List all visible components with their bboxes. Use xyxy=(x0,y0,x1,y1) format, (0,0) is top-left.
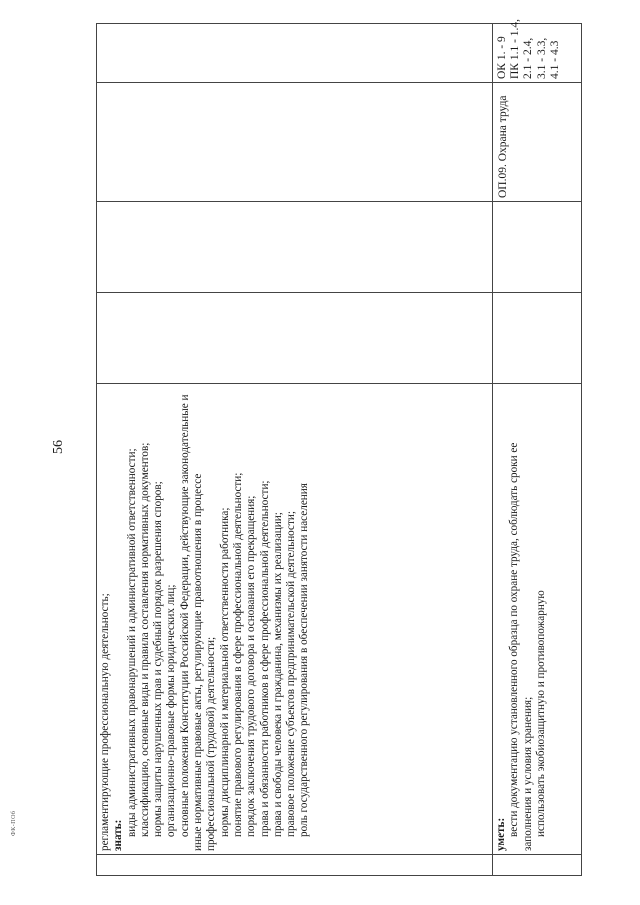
page-number: 56 xyxy=(51,440,66,454)
table-cell-competencies xyxy=(493,18,582,83)
table-cell-knowledge xyxy=(97,384,493,855)
table-row-knowledge xyxy=(97,24,493,876)
competency-code: 3.1 - 3.3, xyxy=(535,37,548,79)
list-item: регламентирующие профессиональную деятельность; xyxy=(99,593,111,851)
list-item: вести документацию установленного образца по охране труда, соблюдать сроки ее заполнения и условия хранения; xyxy=(508,442,534,851)
section-label: уметь: xyxy=(495,817,507,851)
list-item: виды административных правонарушений и административной ответственности; xyxy=(125,448,138,837)
table-cell-empty xyxy=(97,83,493,202)
competency-code: ОК 1. - 9 xyxy=(496,36,508,79)
competency-code: 2.1 - 2.4, xyxy=(522,37,535,79)
section-label: знать: xyxy=(112,819,125,851)
competency-codes xyxy=(493,18,565,82)
discipline-title: ОП.09. Охрана труда xyxy=(497,95,509,198)
list-item: понятие правового регулирования в сфере профессиональной деятельности; xyxy=(231,472,244,837)
list-item: порядок заключения трудового договора и основания его прекращения; xyxy=(245,495,258,837)
list-item: роль государственного регулирования в обеспечении занятости населения xyxy=(298,483,311,837)
list-item: основные положения Конституции Российской Федерации, действующие законодательные и иные нормативные правовые акты, регулирующие правоотношения в процессе профессиональной (трудовой) деятельности; xyxy=(178,394,218,851)
list-item: организационно-правовые формы юридических лиц; xyxy=(165,584,178,837)
table-cell-discipline xyxy=(493,83,582,202)
skills-list xyxy=(493,384,550,854)
table-cell-edge xyxy=(493,855,582,876)
table-cell-edge xyxy=(97,855,493,876)
list-item: права и обязанности работников в сфере профессиональной деятельности; xyxy=(258,480,271,837)
curriculum-table xyxy=(96,18,582,876)
list-item: правовое положение субъектов предпринимательской деятельности; xyxy=(285,510,298,837)
table-cell-empty xyxy=(97,293,493,384)
competency-code: ПК 1.1 - 1.4, xyxy=(509,18,522,79)
list-item: права и свободы человека и гражданина, механизмы их реализации; xyxy=(271,512,284,837)
list-item: классификацию, основные виды и правила составления нормативных документов; xyxy=(138,442,151,837)
knowledge-list xyxy=(97,384,314,854)
edge-mark-text: ФК-ПОб xyxy=(11,810,17,836)
edge-mark xyxy=(11,776,21,836)
table-cell-empty xyxy=(97,202,493,293)
list-item: нормы дисциплинарной и материальной ответственности работника; xyxy=(218,507,231,837)
list-item: нормы защиты нарушенных прав и судебный порядок разрешения споров; xyxy=(152,481,165,837)
rotated-table-container xyxy=(96,18,580,876)
list-item: использовать экобиозащитную и противопожарную xyxy=(534,590,547,837)
table-cell-empty xyxy=(493,202,582,293)
table-cell-empty xyxy=(493,293,582,384)
competency-code: 4.1 - 4.3 xyxy=(548,40,561,79)
table-cell-empty xyxy=(97,24,493,83)
table-cell-skills xyxy=(493,384,582,855)
table-row-skills xyxy=(493,24,582,876)
